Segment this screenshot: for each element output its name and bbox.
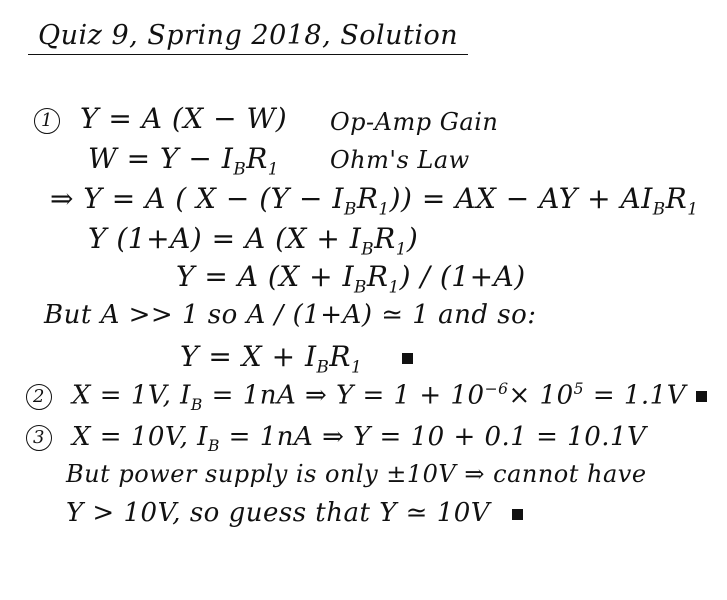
problem-1-eq-3: ⇒ Y = A ( $X - (Y - I_BR_1)$) = AX − AY + $AI_BR_1$ — [50, 182, 699, 219]
eq-1-note: Op-Amp Gain — [330, 108, 499, 136]
problem-2: 2 X = 1V, $I_B = 1nA$ ⇒ $Y = 1 + 10^{-6}\times 10^5 = 1.1V$ — [26, 380, 707, 414]
problem-3-note-2: Y > 10V, so guess that Y ≃ 10V — [66, 498, 523, 528]
problem-1-eq-5: Y = A $(X + I_BR_1) / (1+A)$ — [176, 260, 526, 297]
problem-2-number: 2 — [26, 384, 52, 410]
problem-1-eq-6: But A >> 1 so A / (1+A) ≃ 1 and so: — [44, 300, 537, 330]
problem-1-eq-2: $W = Y - I_BR_1$ — [88, 142, 279, 179]
qed-mark — [402, 353, 413, 364]
qed-mark — [696, 391, 707, 402]
problem-3: 3 X = 10V, $I_B = 1nA$ ⇒ Y = 10 + 0.1 = 10.1V — [26, 422, 646, 455]
problem-1-number: 1 — [34, 108, 60, 134]
qed-mark — [512, 509, 523, 520]
eq-1: Y = A (X − W) — [80, 102, 288, 135]
problem-3-number: 3 — [26, 425, 52, 451]
page-title: Quiz 9, Spring 2018, Solution — [38, 20, 459, 51]
problem-3-note-1: But power supply is only ±10V ⇒ cannot have — [66, 460, 647, 488]
title-underline — [28, 54, 468, 55]
problem-1-eq-4: Y (1+A) = A $(X + I_BR_1)$ — [88, 222, 419, 259]
problem-1-result: $Y = X + I_BR_1$ — [180, 340, 413, 377]
eq-2-note: Ohm's Law — [330, 146, 470, 174]
problem-1-eq-1 — [34, 102, 287, 135]
